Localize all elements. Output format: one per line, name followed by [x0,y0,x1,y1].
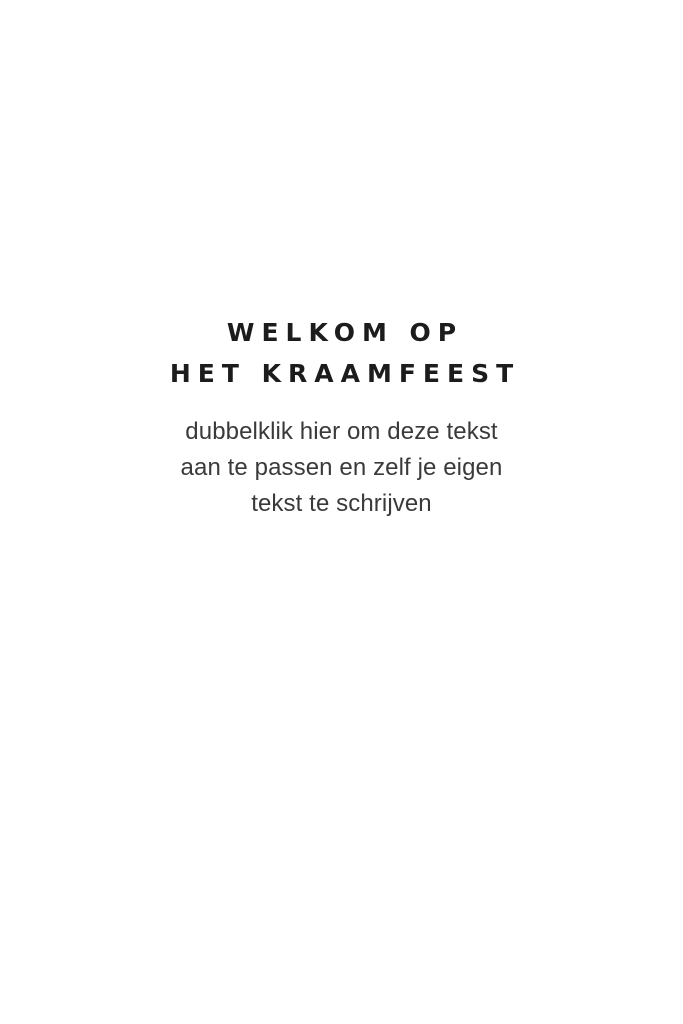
card-text-block [0,312,683,522]
card-placeholder-line-2: aan te passen en zelf je eigen [180,454,503,481]
card-headline[interactable] [163,312,520,394]
card-headline-line-1: WELKOM OP [226,318,464,347]
card-placeholder-line-3: tekst te schrijven [251,490,432,517]
card-placeholder-line-1: dubbelklik hier om deze tekst [185,418,498,445]
card-headline-line-2: HET KRAAMFEEST [169,359,521,388]
card-placeholder-text[interactable] [181,414,503,522]
